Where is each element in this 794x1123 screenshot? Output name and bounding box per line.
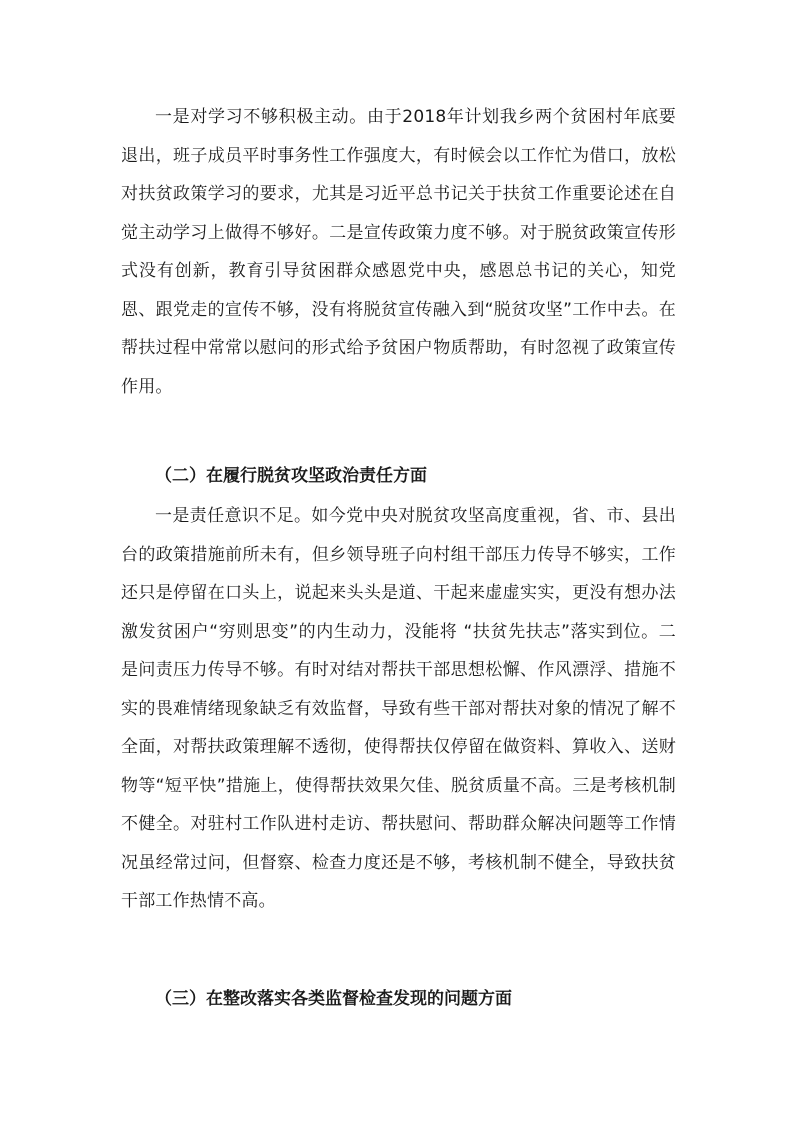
body-paragraph-1: 一是对学习不够积极主动。由于2018年计划我乡两个贫困村年底要退出，班子成员平时事务性工作强度大，有时候会以工作忙为借口，放松对扶贫政策学习的要求，尤其是习近平总书记关于扶贫工作重要论述在自觉主动学习上做得不够好。二是宣传政策力度不够。对于脱贫政策宣传形式没有创新，教育引导贫困群众感恩党中央，感恩总书记的关心，知党恩、跟党走的宣传不够，没有将脱贫宣传融入到“脱贫攻坚”工作中去。在帮扶过程中常常以慰问的形式给予贫困户物质帮助，有时忽视了政策宣传作用。 xyxy=(121,107,676,397)
section-heading-2: （二）在履行脱贫攻坚政治责任方面 xyxy=(155,466,427,486)
section-heading-3: （三）在整改落实各类监督检查发现的问题方面 xyxy=(155,989,512,1009)
body-paragraph-2: 一是责任意识不足。如今党中央对脱贫攻坚高度重视，省、市、县出台的政策措施前所未有，但乡领导班子向村组干部压力传导不够实，工作还只是停留在口头上，说起来头头是道、干起来虚虚实实，更没有想办法激发贫困户“穷则思变”的内生动力，没能将 “扶贫先扶志”落实到位。二是问责压力传导不够。有时对结对帮扶干部思想松懈、作风漂浮、措施不实的畏难情绪现象缺乏有效监督，导致有些干部对帮扶对象的情况了解不全面，对帮扶政策理解不透彻，使得帮扶仅停留在做资料、算收入、送财物等“短平快”措施上，使得帮扶效果欠佳、脱贫质量不高。三是考核机制不健全。对驻村工作队进村走访、帮扶慰问、帮助群众解决问题等工作情况虽经常过问，但督察、检查力度还是不够，考核机制不健全，导致扶贫干部工作热情不高。 xyxy=(121,506,676,911)
